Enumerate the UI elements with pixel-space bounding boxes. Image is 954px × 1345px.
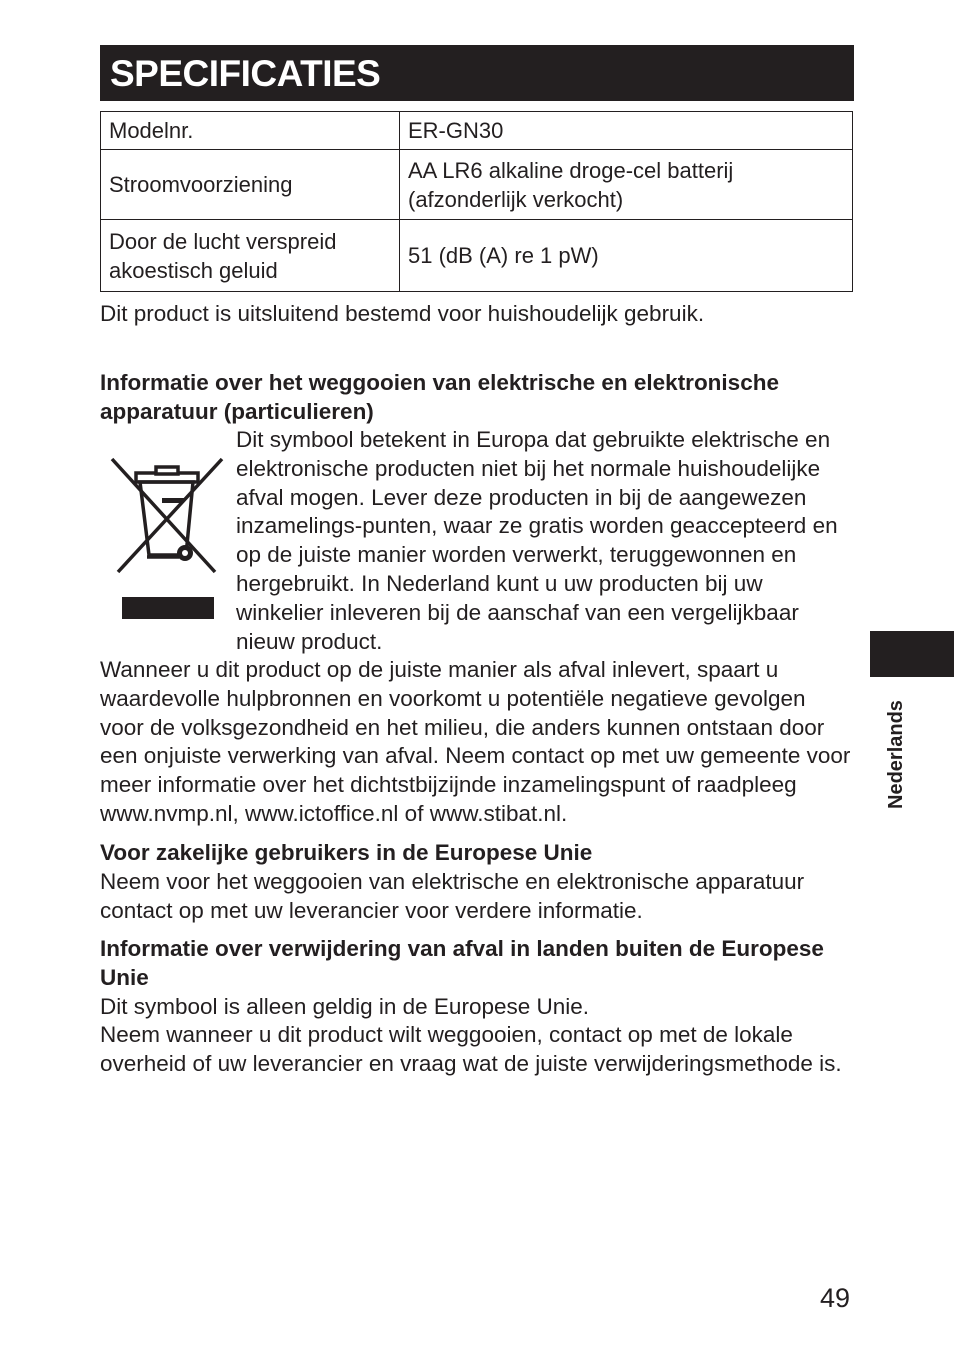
page-title: SPECIFICATIES <box>110 53 381 94</box>
spec-label: Stroomvoorziening <box>101 150 400 220</box>
household-use-note: Dit product is uitsluitend bestemd voor huishoudelijk gebruik. <box>100 301 705 326</box>
table-row <box>101 112 853 150</box>
page-number: 49 <box>820 1283 851 1313</box>
table-row <box>101 150 853 220</box>
disposal-continuation-text: Wanneer u dit product op de juiste manier als afval inlevert, spaart u waardevolle hulpbronnen en voorkomt u potentiële negatieve gevolgen voor de volksgezondheid en het milieu, die anders kunnen ontstaan door een onjuiste verwerking van afval. Neem contact op met uw gemeente voor meer informatie over het dichtstbijzijnde inzamelingspunt of raadpleeg www.nvmp.nl, www.ictoffice.nl of www.stibat.nl. <box>100 657 851 826</box>
spec-value: ER-GN30 <box>400 112 853 150</box>
business-text: Neem voor het weggooien van elektrische en elektronische apparatuur contact op met uw leverancier voor verdere informatie. <box>100 869 805 923</box>
spec-value: 51 (dB (A) re 1 pW) <box>400 220 853 292</box>
spec-label: Door de lucht verspreid akoestisch geluid <box>101 220 400 292</box>
outside-eu-text-1: Dit symbool is alleen geldig in de Europese Unie. <box>100 994 590 1019</box>
section-header-bar <box>100 45 854 101</box>
outside-eu-text-2: Neem wanneer u dit product wilt weggooien, contact op met de lokale overheid of uw leverancier en vraag wat de juiste verwijderingsmethode is. <box>100 1022 842 1076</box>
outside-eu-heading: Informatie over verwijdering van afval in landen buiten de Europese Unie <box>100 936 824 990</box>
spec-label: Modelnr. <box>101 112 400 150</box>
disposal-heading: Informatie over het weggooien van elektrische en elektronische apparatuur (particulieren) <box>100 370 779 424</box>
specifications-table <box>100 111 853 292</box>
spec-value: AA LR6 alkaline droge-cel batterij (afzonderlijk verkocht) <box>400 150 853 220</box>
table-row <box>101 220 853 292</box>
business-heading: Voor zakelijke gebruikers in de Europese Unie <box>100 840 593 865</box>
language-tab-marker <box>870 631 954 677</box>
disposal-symbol-text: Dit symbool betekent in Europa dat gebruikte elektrische en elektronische producten niet bij het normale huishoudelijke afval mogen. Lever deze producten in bij de aangewezen inzamelings-punten, waar ze gratis worden geaccepteerd en op de juiste manier worden verwerkt, teruggewonnen en hergebruikt. In Nederland kunt u uw producten bij uw winkelier inleveren bij de aanschaf van een vergelijkbaar nieuw product. <box>236 427 838 654</box>
language-label: Nederlands <box>885 700 907 809</box>
crossed-out-wheelie-bin-icon <box>104 452 230 622</box>
